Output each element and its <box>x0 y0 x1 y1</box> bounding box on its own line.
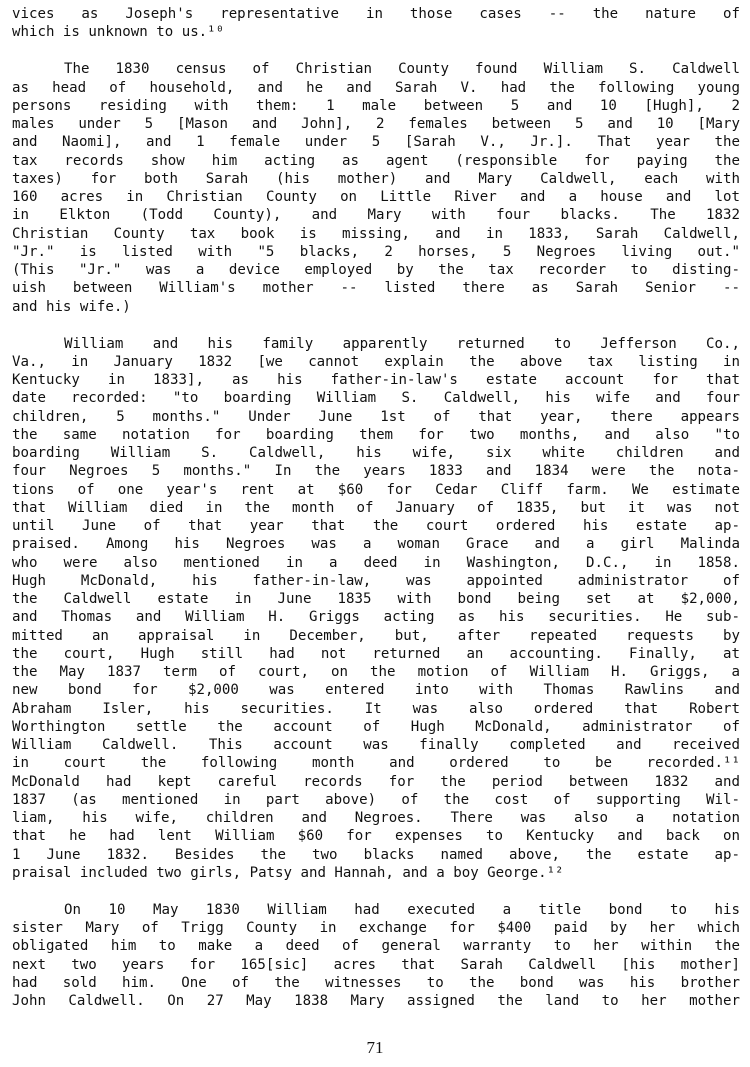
paragraph-4 <box>12 901 740 1011</box>
paragraph-gap <box>12 316 740 335</box>
text-line: which is unknown to us.¹⁰ <box>12 24 225 41</box>
text-line: Abraham Isler, his securities. It was also ordered that Robert <box>12 700 740 717</box>
text-line: had sold him. One of the witnesses to the bond was his brother <box>12 974 740 991</box>
text-line: praisal included two girls, Patsy and Hannah, and a boy George.¹² <box>12 864 564 881</box>
text-line: the court, Hugh still had not returned an accounting. Finally, at <box>12 645 740 662</box>
text-line: the May 1837 term of court, on the motion of William H. Griggs, a <box>12 664 740 680</box>
text-line: vices as Joseph's representative in those cases -- the nature of <box>12 6 740 22</box>
text-line: males under 5 [Mason and John], 2 females between 5 and 10 [Mary <box>12 116 740 132</box>
text-line: four Negroes 5 months." In the years 1833 and 1834 were the nota- <box>12 463 740 480</box>
text-line: persons residing with them: 1 male between 5 and 10 [Hugh], 2 <box>12 97 740 114</box>
text-line: (This "Jr." was a device employed by the tax recorder to disting- <box>12 262 740 278</box>
text-line: date recorded: "to boarding William S. Caldwell, his wife and four <box>12 390 740 407</box>
text-line: next two years for 165[sic] acres that Sarah Caldwell [his mother] <box>12 956 740 973</box>
text-line: in Elkton (Todd County), and Mary with four blacks. The 1832 <box>12 207 740 224</box>
text-line: uish between William's mother -- listed there as Sarah Senior -- <box>12 280 740 297</box>
text-line: 1 June 1832. Besides the two blacks named above, the estate ap- <box>12 846 740 863</box>
paragraph-gap <box>12 42 740 61</box>
text-line: and Thomas and William H. Griggs acting as his securities. He sub- <box>12 609 740 626</box>
text-line: Hugh McDonald, his father-in-law, was appointed administrator of <box>12 572 740 589</box>
text-line: On 10 May 1830 William had executed a title bond to his <box>64 901 740 918</box>
text-line: the Caldwell estate in June 1835 with bond being set at $2,000, <box>12 591 740 607</box>
paragraph-gap <box>12 882 740 901</box>
text-line: praised. Among his Negroes was a woman Grace and a girl Malinda <box>12 536 740 553</box>
text-line: The 1830 census of Christian County found William S. Caldwell <box>64 61 740 78</box>
text-line: John Caldwell. On 27 May 1838 Mary assigned the land to her mother <box>12 993 740 1009</box>
text-line: tions of one year's rent at $60 for Cedar Cliff farm. We estimate <box>12 481 740 498</box>
text-line: children, 5 months." Under June 1st of that year, there appears <box>12 408 740 425</box>
document-body <box>12 5 740 1010</box>
text-line: in court the following month and ordered to be recorded.¹¹ <box>12 755 740 772</box>
paragraph-3 <box>12 335 740 883</box>
text-line: William Caldwell. This account was finally completed and received <box>12 737 740 753</box>
text-line: Worthington settle the account of Hugh McDonald, administrator of <box>12 718 740 735</box>
text-line: sister Mary of Trigg County in exchange for $400 paid by her which <box>12 920 740 936</box>
text-line: the same notation for boarding them for two months, and also "to <box>12 426 740 443</box>
text-line: tax records show him acting as agent (responsible for paying the <box>12 152 740 169</box>
text-line: and his wife.) <box>12 298 131 315</box>
text-line: until June of that year that the court ordered his estate ap- <box>12 518 740 534</box>
text-line: William and his family apparently returned to Jefferson Co., <box>64 335 740 352</box>
paragraph-2 <box>12 60 740 316</box>
text-line: 1837 (as mentioned in part above) of the cost of supporting Wil- <box>12 791 740 808</box>
text-line: as head of household, and he and Sarah V. had the following young <box>12 79 740 96</box>
text-line: that he had lent William $60 for expenses to Kentucky and back on <box>12 828 740 845</box>
text-line: who were also mentioned in a deed in Washington, D.C., in 1858. <box>12 554 740 571</box>
text-line: Va., in January 1832 [we cannot explain the above tax listing in <box>12 353 740 370</box>
text-line: Kentucky in 1833], as his father-in-law's estate account for that <box>12 372 740 388</box>
text-line: Christian County tax book is missing, and in 1833, Sarah Caldwell, <box>12 225 740 242</box>
page-number: 71 <box>366 1038 384 1057</box>
text-line: and Naomi], and 1 female under 5 [Sarah V., Jr.]. That year the <box>12 134 740 151</box>
text-line: McDonald had kept careful records for the period between 1832 and <box>12 773 740 790</box>
text-line: obligated him to make a deed of general warranty to her within the <box>12 938 740 955</box>
paragraph-1 <box>12 5 740 42</box>
text-line: taxes) for both Sarah (his mother) and Mary Caldwell, each with <box>12 170 740 187</box>
text-line: boarding William S. Caldwell, his wife, six white children and <box>12 445 740 461</box>
text-line: mitted an appraisal in December, but, after repeated requests by <box>12 627 740 644</box>
text-line: 160 acres in Christian County on Little River and a house and lot <box>12 189 740 205</box>
text-line: new bond for $2,000 was entered into with Thomas Rawlins and <box>12 682 740 699</box>
text-line: liam, his wife, children and Negroes. There was also a notation <box>12 810 740 826</box>
text-line: "Jr." is listed with "5 blacks, 2 horses, 5 Negroes living out." <box>12 243 740 260</box>
text-line: that William died in the month of January of 1835, but it was not <box>12 499 740 516</box>
